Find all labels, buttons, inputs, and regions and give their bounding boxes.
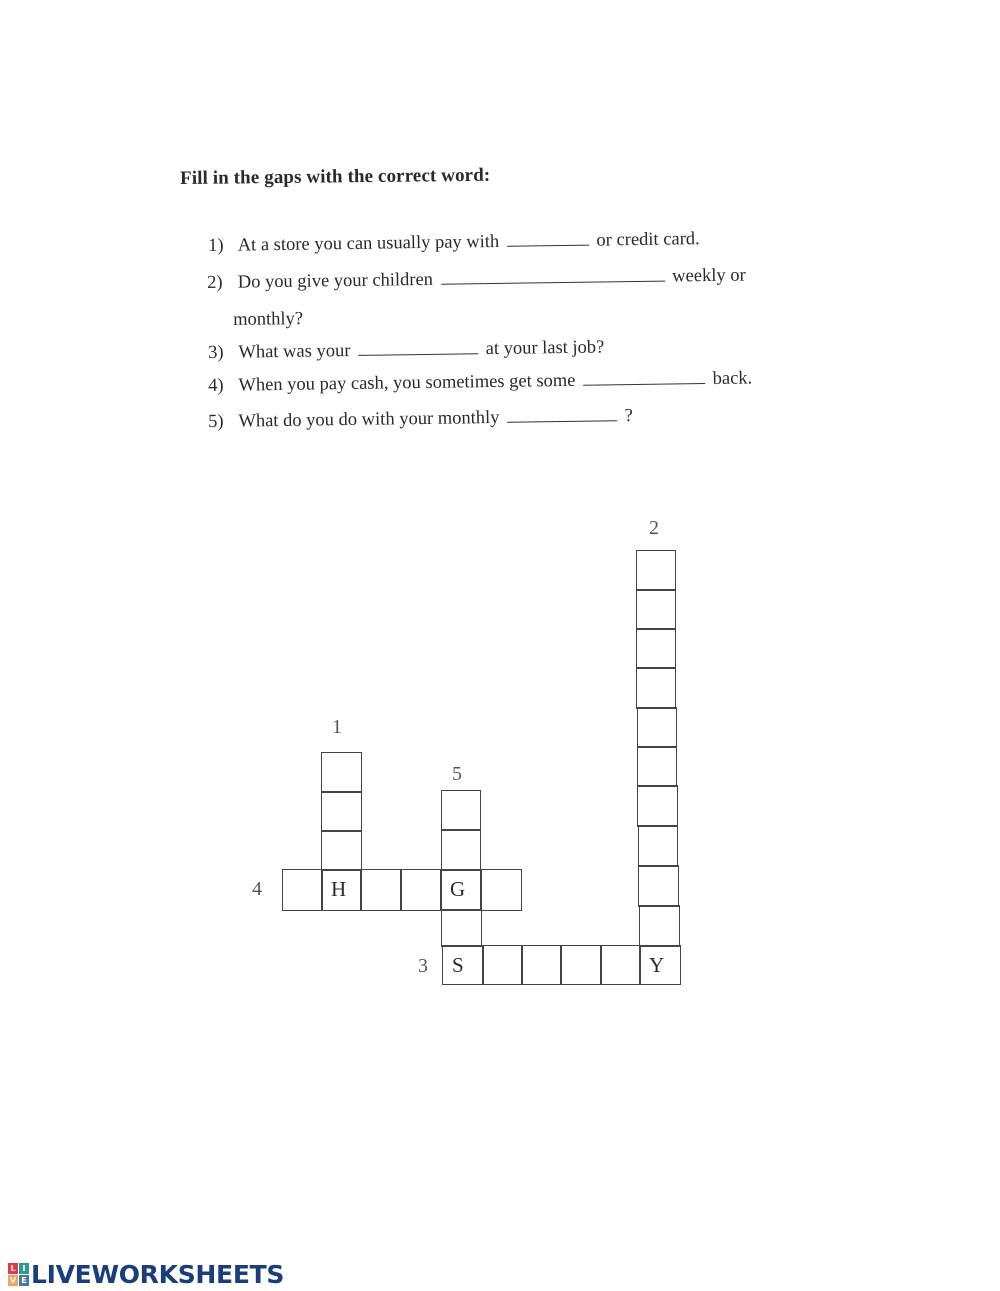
given-letter: Y (649, 953, 665, 977)
question-text-end: or credit card. (596, 229, 700, 251)
crossword-cell[interactable] (321, 752, 362, 793)
question-1 (208, 229, 700, 257)
answer-blank-1[interactable] (507, 231, 589, 247)
question-3 (208, 337, 604, 364)
clue-number-4: 4 (252, 878, 262, 900)
question-number: 2) (207, 272, 223, 293)
question-number: 5) (208, 411, 224, 432)
crossword-cell[interactable] (482, 945, 523, 985)
logo-letter: V (9, 1275, 17, 1285)
question-4 (208, 368, 752, 397)
crossword-cell[interactable] (441, 909, 482, 947)
crossword-cell[interactable] (321, 791, 362, 832)
question-number: 4) (208, 375, 224, 396)
crossword-cell[interactable] (636, 589, 676, 630)
crossword-cell[interactable] (636, 628, 676, 669)
given-letter: S (452, 953, 464, 977)
question-2 (207, 265, 746, 294)
question-number: 1) (208, 235, 224, 256)
clue-number-2: 2 (649, 517, 659, 539)
question-text: Do you give your children (237, 269, 434, 293)
question-text: When you pay cash, you sometimes get some (238, 370, 576, 396)
answer-blank-4[interactable] (583, 369, 705, 386)
crossword-cell[interactable] (400, 869, 442, 911)
crossword-cell[interactable] (600, 945, 641, 985)
clue-number-5: 5 (452, 763, 462, 785)
question-text-end: at your last job? (485, 337, 605, 360)
crossword-cell-y[interactable] (639, 945, 681, 985)
question-2-continued: monthly? (233, 309, 304, 330)
question-text: What was your (238, 341, 351, 363)
answer-blank-2[interactable] (440, 267, 664, 285)
given-letter: G (450, 877, 466, 901)
crossword-cell[interactable] (441, 829, 481, 871)
question-text: At a store you can usually pay with (237, 231, 500, 256)
brand-name: LIVEWORKSHEETS (31, 1259, 285, 1289)
logo-letter: I (19, 1263, 29, 1274)
crossword-cell[interactable] (637, 746, 677, 787)
crossword-cell[interactable] (521, 945, 562, 985)
question-text-end: ? (624, 406, 634, 427)
crossword-cell[interactable] (480, 869, 522, 911)
crossword-cell[interactable] (637, 707, 677, 748)
crossword-cell[interactable] (639, 905, 680, 947)
question-text-end: back. (712, 368, 753, 389)
crossword-cell[interactable] (321, 830, 362, 871)
answer-blank-3[interactable] (358, 339, 478, 356)
crossword-cell[interactable] (636, 550, 676, 591)
crossword-cell-h[interactable] (321, 869, 362, 911)
crossword-cell-g[interactable] (440, 869, 482, 911)
question-text: What do you do with your monthly (238, 407, 500, 432)
clue-number-1: 1 (332, 716, 342, 738)
question-number: 3) (208, 342, 224, 363)
crossword-cell[interactable] (360, 869, 402, 911)
liveworksheets-logo (8, 1258, 284, 1290)
answer-blank-5[interactable] (507, 406, 617, 423)
given-letter: H (331, 877, 347, 901)
clue-number-3: 3 (418, 955, 428, 977)
instructions-title: Fill in the gaps with the correct word: (180, 164, 491, 189)
crossword-cell[interactable] (638, 865, 679, 907)
logo-letter: E (19, 1275, 29, 1286)
crossword-cell[interactable] (560, 945, 602, 985)
crossword-cell[interactable] (637, 785, 678, 827)
crossword-cell[interactable] (282, 869, 323, 911)
question-text-end: weekly or (672, 265, 746, 287)
crossword-cell-s[interactable] (442, 945, 484, 985)
question-5 (208, 406, 633, 433)
logo-letter: L (8, 1263, 18, 1274)
crossword-cell[interactable] (636, 667, 676, 709)
crossword-cell[interactable] (638, 825, 678, 867)
logo-mark (8, 1263, 29, 1286)
crossword-cell[interactable] (441, 790, 481, 831)
